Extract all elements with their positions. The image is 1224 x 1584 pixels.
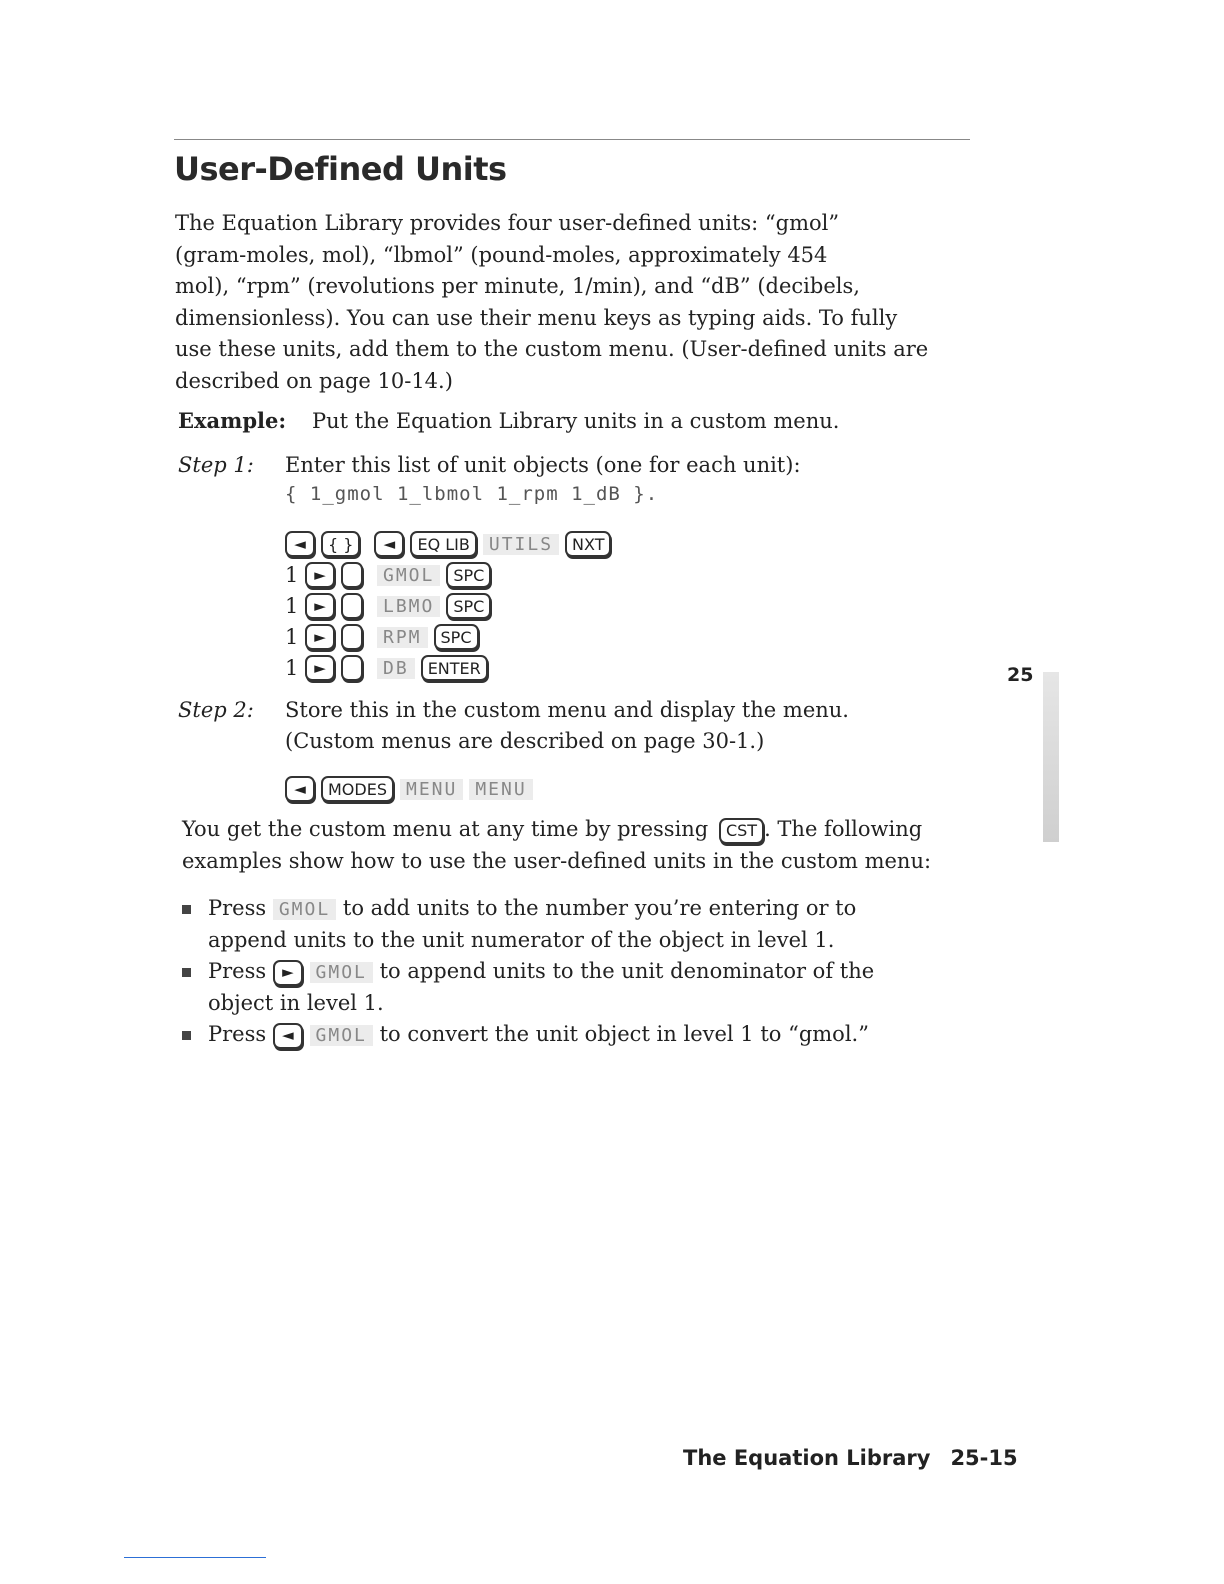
- step1-text: Enter this list of unit objects (one for each unit):: [285, 453, 801, 477]
- braces-key: { }: [321, 531, 360, 557]
- spc-key: SPC: [446, 593, 491, 619]
- right-shift-key-icon: ►: [305, 624, 335, 650]
- intro-line: described on page 10-14.): [175, 368, 453, 393]
- bullet-square-icon: [182, 968, 191, 977]
- list-item: [180, 893, 980, 956]
- intro-line: mol), “rpm” (revolutions per minute, 1/min), and “dB” (decibels,: [175, 274, 860, 298]
- left-shift-key-icon: ◄: [273, 1023, 303, 1049]
- intro-paragraph: [175, 208, 975, 397]
- keystroke-row-2: [285, 561, 491, 589]
- bullet-text: to append units to the unit denominator of the: [379, 959, 875, 983]
- db-menu-key: DB: [377, 658, 415, 679]
- enter-key: ENTER: [421, 655, 488, 681]
- underscore-key-icon: [341, 562, 363, 588]
- custom-menu-text: You get the custom menu at any time by pressing: [182, 817, 709, 841]
- custom-menu-line-2: examples show how to use the user-defined units in the custom menu:: [182, 849, 932, 873]
- chapter-tab-strip: [1043, 672, 1059, 842]
- intro-line: dimensionless). You can use their menu keys as typing aids. To fully: [175, 305, 898, 330]
- list-item: [180, 1019, 980, 1051]
- step2-label: Step 2:: [178, 698, 254, 722]
- keystroke-row-1: [285, 530, 611, 558]
- right-shift-key-icon: ►: [273, 960, 303, 986]
- bullet-text: object in level 1.: [208, 991, 384, 1015]
- left-shift-key-icon: ◄: [285, 531, 315, 557]
- intro-line: The Equation Library provides four user-defined units: “gmol”: [175, 211, 840, 235]
- right-shift-key-icon: ►: [305, 562, 335, 588]
- intro-line: use these units, add them to the custom menu. (User-defined units are: [175, 337, 929, 361]
- bullet-text: append units to the unit numerator of the object in level 1.: [208, 928, 835, 952]
- nxt-key: NXT: [565, 531, 611, 557]
- step2-text-2: (Custom menus are described on page 30-1.): [285, 729, 765, 753]
- press-word: Press: [208, 896, 267, 920]
- gmol-menu-key: GMOL: [310, 1025, 373, 1046]
- digit-one: 1: [285, 656, 299, 680]
- section-heading: User-Defined Units: [174, 150, 507, 188]
- footer-title: The Equation Library: [683, 1446, 931, 1470]
- gmol-menu-key: GMOL: [377, 565, 440, 586]
- keystroke-row-4: [285, 623, 479, 651]
- example-text: Put the Equation Library units in a custom menu.: [312, 409, 840, 433]
- spc-key: SPC: [446, 562, 491, 588]
- eq-lib-key: EQ LIB: [410, 531, 476, 557]
- press-word: Press: [208, 959, 267, 983]
- custom-menu-text: . The following: [764, 817, 923, 841]
- modes-key: MODES: [321, 776, 394, 802]
- menu-menu-key: MENU: [400, 779, 463, 800]
- underscore-key-icon: [341, 624, 363, 650]
- digit-one: 1: [285, 594, 299, 618]
- top-rule: [174, 139, 970, 140]
- menu-menu-key: MENU: [469, 779, 532, 800]
- bottom-rule: [124, 1557, 266, 1558]
- bullet-text: to add units to the number you’re entering or to: [342, 896, 857, 920]
- page-footer: [683, 1446, 1018, 1470]
- digit-one: 1: [285, 563, 299, 587]
- usage-bullet-list: [180, 893, 980, 1051]
- right-shift-key-icon: ►: [305, 593, 335, 619]
- step2-text-1: Store this in the custom menu and display the menu.: [285, 698, 849, 722]
- gmol-menu-key: GMOL: [273, 899, 336, 920]
- spc-key: SPC: [434, 624, 479, 650]
- example-line: [178, 408, 839, 433]
- underscore-key-icon: [341, 655, 363, 681]
- intro-line: (gram-moles, mol), “lbmol” (pound-moles, approximately 454: [175, 242, 828, 267]
- gmol-menu-key: GMOL: [310, 962, 373, 983]
- underscore-key-icon: [341, 593, 363, 619]
- right-shift-key-icon: ►: [305, 655, 335, 681]
- step1-label: Step 1:: [178, 453, 254, 477]
- chapter-tab-number: 25: [1007, 664, 1034, 686]
- left-shift-key-icon: ◄: [374, 531, 404, 557]
- custom-menu-line-1: [182, 817, 922, 844]
- utils-menu-key: UTILS: [483, 534, 559, 555]
- keystroke-row-5: [285, 654, 488, 682]
- bullet-square-icon: [182, 905, 191, 914]
- bullet-text: to convert the unit object in level 1 to “gmol.”: [379, 1022, 869, 1046]
- keystroke-row-3: [285, 592, 491, 620]
- digit-one: 1: [285, 625, 299, 649]
- bullet-square-icon: [182, 1031, 191, 1040]
- left-shift-key-icon: ◄: [285, 776, 315, 802]
- cst-key: CST: [719, 818, 764, 844]
- press-word: Press: [208, 1022, 267, 1046]
- example-label: Example:: [178, 408, 287, 433]
- keystroke-row-step2: [285, 775, 533, 803]
- rpm-menu-key: RPM: [377, 627, 428, 648]
- unit-list-listing: { 1_gmol 1_lbmol 1_rpm 1_dB }.: [285, 483, 659, 505]
- lbmo-menu-key: LBMO: [377, 596, 440, 617]
- list-item: [180, 956, 980, 1019]
- page-number: 25-15: [950, 1446, 1018, 1470]
